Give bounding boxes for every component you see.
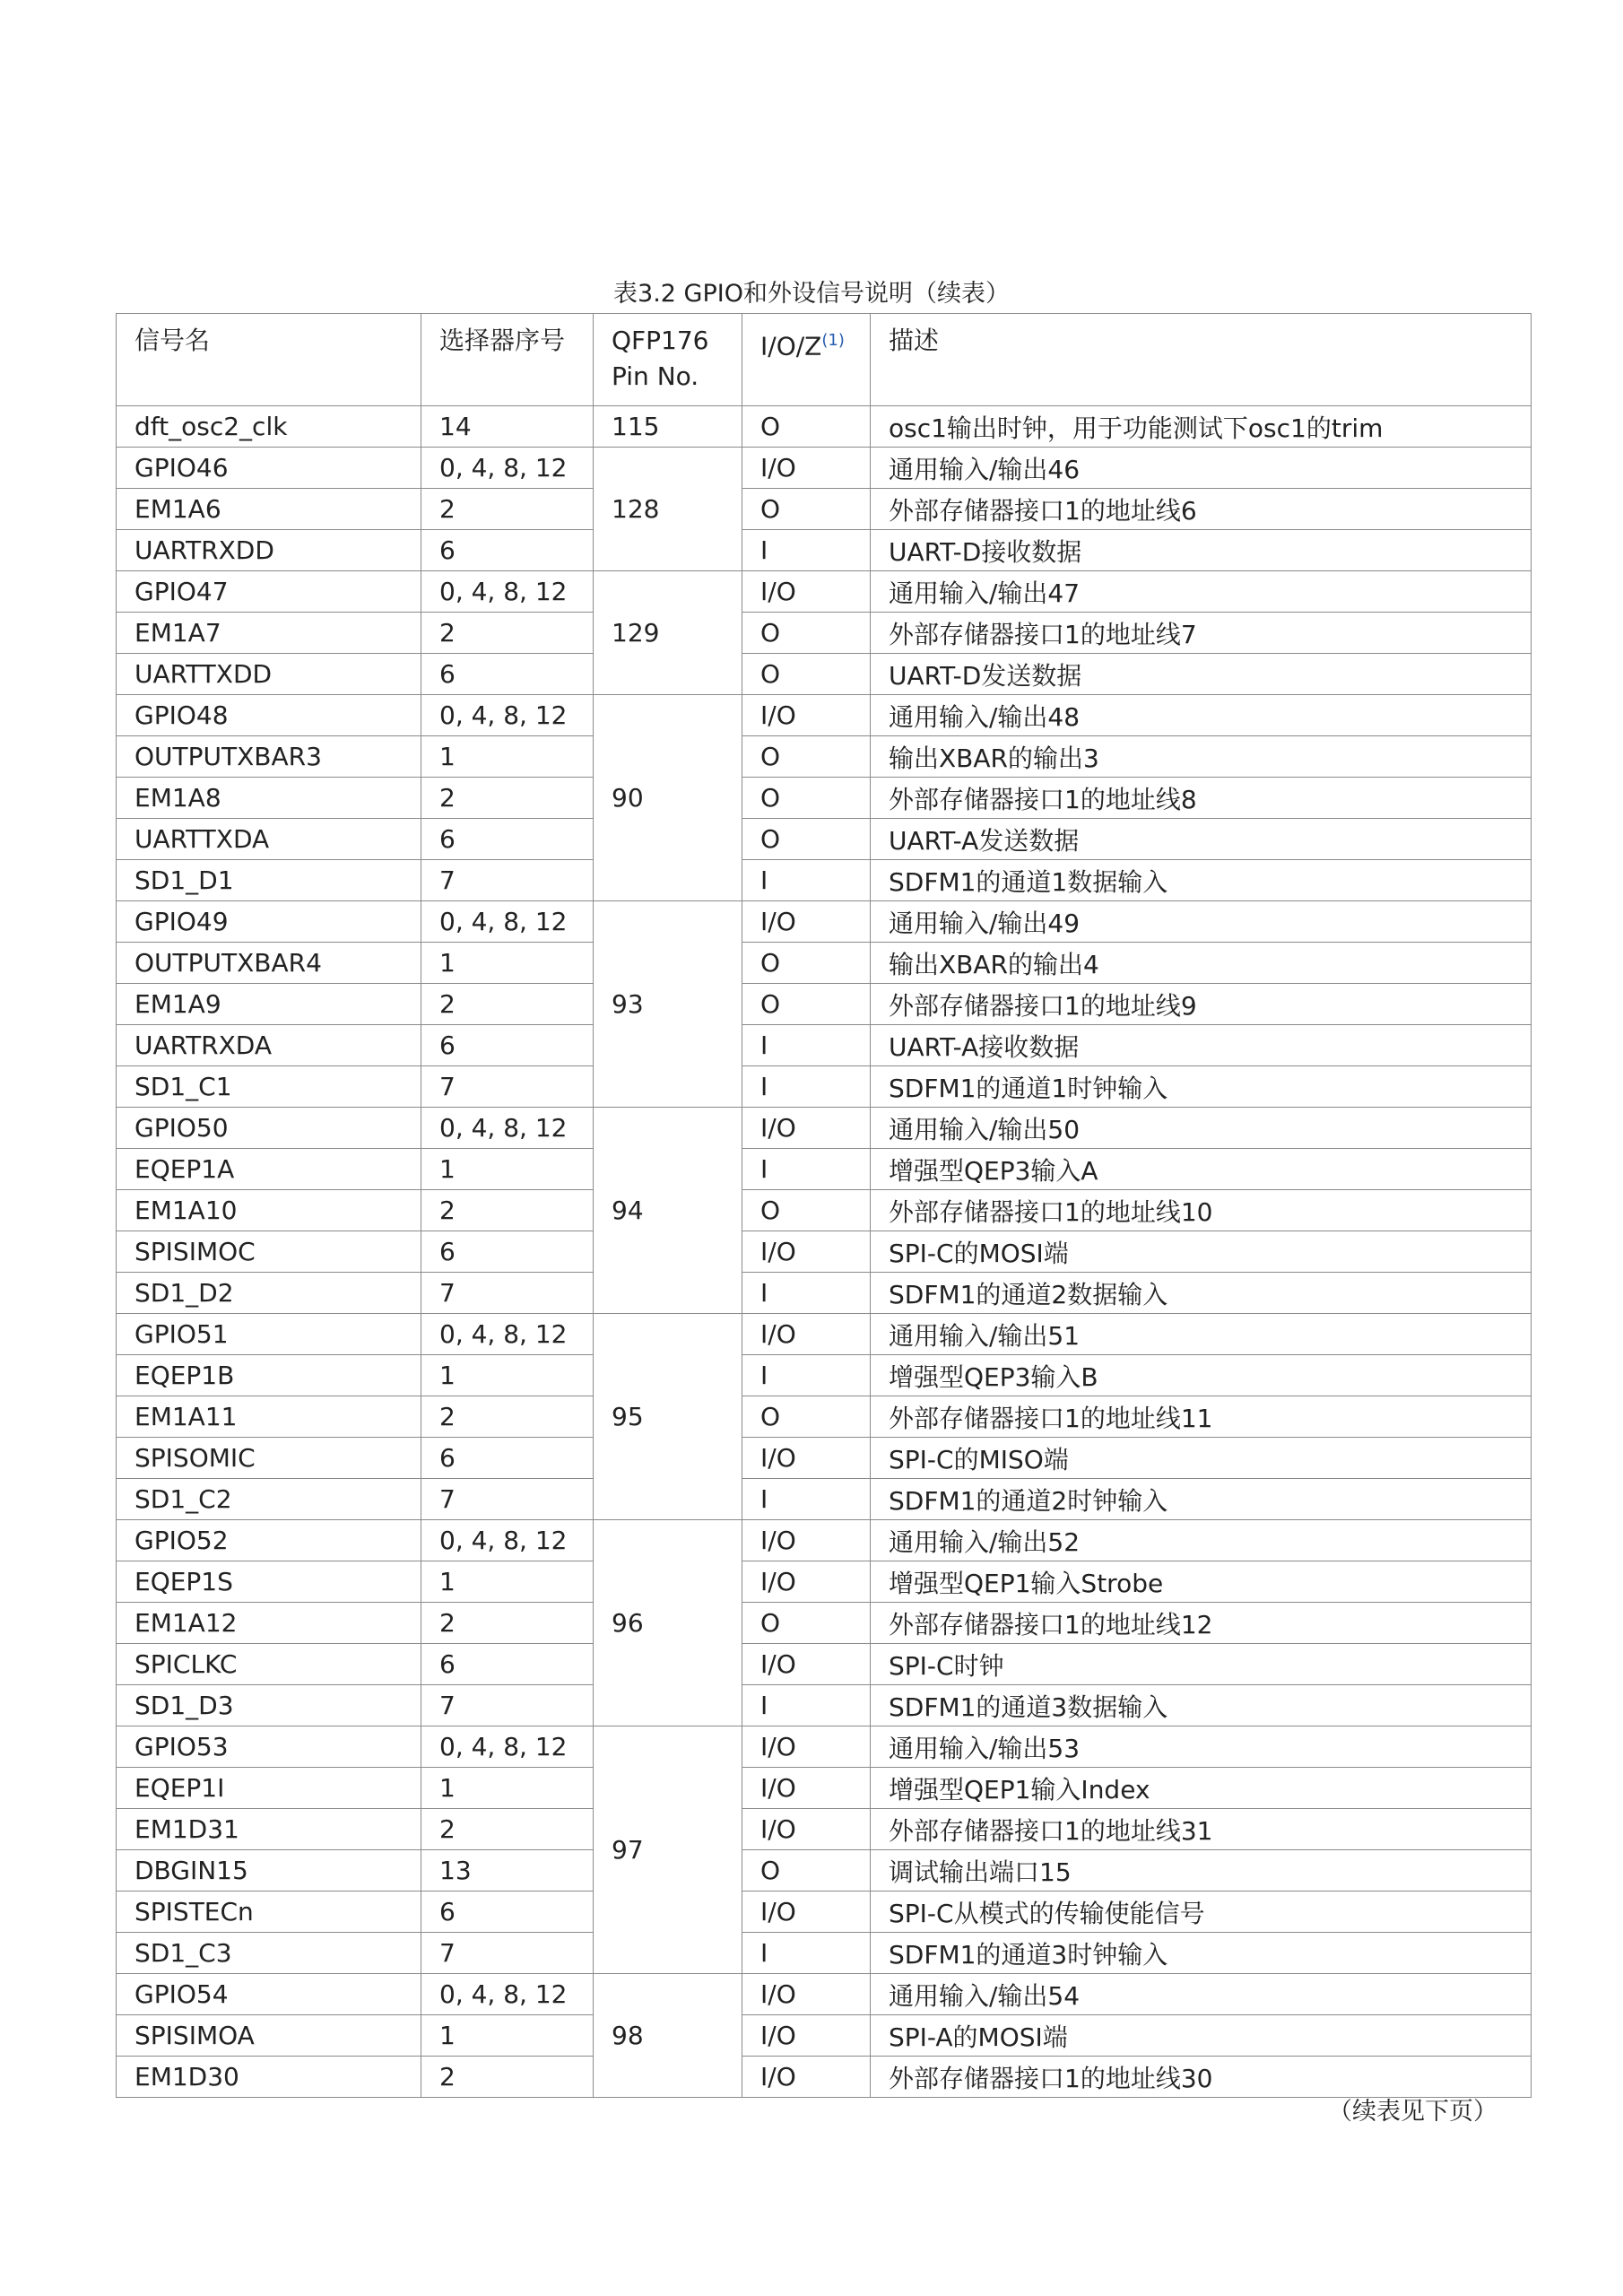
io-type-cell: I/O — [742, 1974, 871, 2015]
selector-cell: 7 — [421, 1273, 594, 1314]
io-type-cell: I/O — [742, 1726, 871, 1768]
signal-name-cell: UARTRXDD — [117, 530, 421, 571]
header-description: 描述 — [871, 314, 1532, 406]
pin-number-cell: 98 — [594, 1974, 742, 2098]
description-cell: 输出XBAR的输出4 — [871, 943, 1532, 984]
selector-cell: 2 — [421, 1809, 594, 1850]
io-type-cell: I — [742, 1149, 871, 1190]
table-row — [117, 1025, 1532, 1066]
io-type-cell: I/O — [742, 1809, 871, 1850]
continued-note: （续表见下页） — [1328, 2098, 1497, 2126]
io-type-cell: I/O — [742, 2015, 871, 2057]
signal-name-cell: EQEP1A — [117, 1149, 421, 1190]
table-row — [117, 1726, 1532, 1768]
signal-name-cell: dft_osc2_clk — [117, 406, 421, 448]
description-cell: 通用输入/输出52 — [871, 1520, 1532, 1561]
table-row — [117, 448, 1532, 489]
io-type-cell: I/O — [742, 2057, 871, 2098]
signal-name-cell: UARTTXDD — [117, 654, 421, 695]
table-row — [117, 1644, 1532, 1685]
description-cell: 增强型QEP3输入A — [871, 1149, 1532, 1190]
selector-cell: 1 — [421, 1561, 594, 1603]
signal-name-cell: EQEP1B — [117, 1355, 421, 1396]
table-row — [117, 901, 1532, 943]
signal-name-cell: EQEP1S — [117, 1561, 421, 1603]
selector-cell: 1 — [421, 1768, 594, 1809]
description-cell: 外部存储器接口1的地址线9 — [871, 984, 1532, 1025]
signal-name-cell: EM1A12 — [117, 1603, 421, 1644]
description-cell: SDFM1的通道2数据输入 — [871, 1273, 1532, 1314]
signal-name-cell: SPISTECn — [117, 1892, 421, 1933]
io-type-cell: I — [742, 1025, 871, 1066]
selector-cell: 2 — [421, 2057, 594, 2098]
io-type-cell: I/O — [742, 1561, 871, 1603]
table-caption: 表3.2 GPIO和外设信号说明（续表） — [613, 280, 1010, 308]
table-row — [117, 1396, 1532, 1438]
selector-cell: 1 — [421, 2015, 594, 2057]
description-cell: 外部存储器接口1的地址线8 — [871, 778, 1532, 819]
description-cell: 通用输入/输出47 — [871, 571, 1532, 613]
io-type-cell: I/O — [742, 695, 871, 736]
table-row — [117, 654, 1532, 695]
table-row — [117, 1273, 1532, 1314]
selector-cell: 2 — [421, 1190, 594, 1231]
selector-cell: 2 — [421, 1396, 594, 1438]
selector-cell: 2 — [421, 984, 594, 1025]
signal-name-cell: SD1_D1 — [117, 860, 421, 901]
description-cell: 通用输入/输出49 — [871, 901, 1532, 943]
io-type-cell: O — [742, 654, 871, 695]
selector-cell: 6 — [421, 654, 594, 695]
selector-cell: 6 — [421, 1892, 594, 1933]
description-cell: UART-A发送数据 — [871, 819, 1532, 860]
selector-cell: 0, 4, 8, 12 — [421, 571, 594, 613]
selector-cell: 2 — [421, 778, 594, 819]
selector-cell: 0, 4, 8, 12 — [421, 1108, 594, 1149]
io-type-cell: I/O — [742, 571, 871, 613]
table-header-row — [117, 314, 1532, 406]
table-row — [117, 984, 1532, 1025]
signal-name-cell: GPIO53 — [117, 1726, 421, 1768]
pin-number-cell: 96 — [594, 1520, 742, 1726]
selector-cell: 0, 4, 8, 12 — [421, 1314, 594, 1355]
io-type-cell: O — [742, 1850, 871, 1892]
description-cell: 外部存储器接口1的地址线31 — [871, 1809, 1532, 1850]
selector-cell: 7 — [421, 1685, 594, 1726]
io-type-cell: I/O — [742, 1231, 871, 1273]
signal-name-cell: EM1A8 — [117, 778, 421, 819]
table-row — [117, 530, 1532, 571]
signal-name-cell: SPISOMIC — [117, 1438, 421, 1479]
signal-name-cell: SPISIMOA — [117, 2015, 421, 2057]
selector-cell: 6 — [421, 1231, 594, 1273]
gpio-signal-table — [116, 313, 1532, 2098]
signal-name-cell: GPIO50 — [117, 1108, 421, 1149]
signal-name-cell: GPIO52 — [117, 1520, 421, 1561]
signal-name-cell: EM1A7 — [117, 613, 421, 654]
selector-cell: 0, 4, 8, 12 — [421, 1520, 594, 1561]
header-selector: 选择器序号 — [421, 314, 594, 406]
table-row — [117, 1850, 1532, 1892]
selector-cell: 7 — [421, 1479, 594, 1520]
selector-cell: 13 — [421, 1850, 594, 1892]
selector-cell: 0, 4, 8, 12 — [421, 1726, 594, 1768]
description-cell: SDFM1的通道1时钟输入 — [871, 1066, 1532, 1108]
io-type-cell: I/O — [742, 1644, 871, 1685]
selector-cell: 2 — [421, 1603, 594, 1644]
description-cell: UART-A接收数据 — [871, 1025, 1532, 1066]
description-cell: SDFM1的通道1数据输入 — [871, 860, 1532, 901]
io-type-cell: I/O — [742, 1768, 871, 1809]
table-row — [117, 943, 1532, 984]
io-type-cell: O — [742, 489, 871, 530]
signal-name-cell: DBGIN15 — [117, 1850, 421, 1892]
selector-cell: 7 — [421, 1066, 594, 1108]
pin-number-cell: 128 — [594, 448, 742, 571]
signal-name-cell: EM1D31 — [117, 1809, 421, 1850]
selector-cell: 7 — [421, 1933, 594, 1974]
selector-cell: 0, 4, 8, 12 — [421, 901, 594, 943]
selector-cell: 0, 4, 8, 12 — [421, 1974, 594, 2015]
description-cell: 通用输入/输出51 — [871, 1314, 1532, 1355]
description-cell: SPI-C时钟 — [871, 1644, 1532, 1685]
signal-name-cell: GPIO49 — [117, 901, 421, 943]
io-type-cell: I — [742, 1273, 871, 1314]
signal-name-cell: EM1D30 — [117, 2057, 421, 2098]
table-row — [117, 819, 1532, 860]
io-type-cell: I — [742, 1066, 871, 1108]
table-row — [117, 1561, 1532, 1603]
description-cell: 增强型QEP1输入Index — [871, 1768, 1532, 1809]
selector-cell: 1 — [421, 736, 594, 778]
io-type-cell: I — [742, 530, 871, 571]
io-type-cell: O — [742, 613, 871, 654]
table-row — [117, 1974, 1532, 2015]
table-row — [117, 1520, 1532, 1561]
description-cell: SDFM1的通道2时钟输入 — [871, 1479, 1532, 1520]
table-row — [117, 1108, 1532, 1149]
io-type-cell: I — [742, 1479, 871, 1520]
io-type-cell: I/O — [742, 1520, 871, 1561]
signal-name-cell: OUTPUTXBAR4 — [117, 943, 421, 984]
selector-cell: 7 — [421, 860, 594, 901]
header-signal: 信号名 — [117, 314, 421, 406]
signal-name-cell: SD1_D3 — [117, 1685, 421, 1726]
description-cell: 外部存储器接口1的地址线11 — [871, 1396, 1532, 1438]
signal-name-cell: EM1A11 — [117, 1396, 421, 1438]
description-cell: UART-D接收数据 — [871, 530, 1532, 571]
selector-cell: 6 — [421, 819, 594, 860]
selector-cell: 2 — [421, 489, 594, 530]
table-row — [117, 1809, 1532, 1850]
table-row — [117, 489, 1532, 530]
description-cell: SDFM1的通道3数据输入 — [871, 1685, 1532, 1726]
description-cell: 通用输入/输出54 — [871, 1974, 1532, 2015]
table-row — [117, 778, 1532, 819]
signal-name-cell: EQEP1I — [117, 1768, 421, 1809]
description-cell: UART-D发送数据 — [871, 654, 1532, 695]
selector-cell: 6 — [421, 1025, 594, 1066]
signal-name-cell: GPIO47 — [117, 571, 421, 613]
selector-cell: 1 — [421, 943, 594, 984]
io-type-cell: O — [742, 819, 871, 860]
description-cell: osc1输出时钟，用于功能测试下osc1的trim — [871, 406, 1532, 448]
table-row — [117, 1066, 1532, 1108]
table-row — [117, 1933, 1532, 1974]
signal-name-cell: GPIO54 — [117, 1974, 421, 2015]
io-type-cell: I/O — [742, 1892, 871, 1933]
table-row — [117, 1149, 1532, 1190]
signal-name-cell: EM1A9 — [117, 984, 421, 1025]
description-cell: 增强型QEP1输入Strobe — [871, 1561, 1532, 1603]
description-cell: SDFM1的通道3时钟输入 — [871, 1933, 1532, 1974]
table-row — [117, 406, 1532, 448]
description-cell: 增强型QEP3输入B — [871, 1355, 1532, 1396]
io-type-cell: I — [742, 860, 871, 901]
description-cell: 通用输入/输出50 — [871, 1108, 1532, 1149]
signal-name-cell: GPIO48 — [117, 695, 421, 736]
signal-name-cell: SD1_C3 — [117, 1933, 421, 1974]
io-type-cell: I — [742, 1933, 871, 1974]
table-row — [117, 1603, 1532, 1644]
selector-cell: 1 — [421, 1149, 594, 1190]
selector-cell: 0, 4, 8, 12 — [421, 695, 594, 736]
io-type-cell: I/O — [742, 1108, 871, 1149]
description-cell: SPI-C从模式的传输使能信号 — [871, 1892, 1532, 1933]
table-row — [117, 1190, 1532, 1231]
pin-number-cell: 97 — [594, 1726, 742, 1974]
signal-name-cell: OUTPUTXBAR3 — [117, 736, 421, 778]
table-row — [117, 2015, 1532, 2057]
table-row — [117, 1314, 1532, 1355]
table-row — [117, 1479, 1532, 1520]
signal-name-cell: GPIO46 — [117, 448, 421, 489]
io-type-cell: O — [742, 778, 871, 819]
description-cell: 调试输出端口15 — [871, 1850, 1532, 1892]
table-row — [117, 1768, 1532, 1809]
description-cell: SPI-C的MISO端 — [871, 1438, 1532, 1479]
selector-cell: 6 — [421, 1644, 594, 1685]
description-cell: 外部存储器接口1的地址线12 — [871, 1603, 1532, 1644]
signal-name-cell: SD1_D2 — [117, 1273, 421, 1314]
io-type-cell: I/O — [742, 901, 871, 943]
signal-name-cell: EM1A6 — [117, 489, 421, 530]
selector-cell: 2 — [421, 613, 594, 654]
signal-name-cell: UARTRXDA — [117, 1025, 421, 1066]
pin-number-cell: 90 — [594, 695, 742, 901]
selector-cell: 6 — [421, 1438, 594, 1479]
table-row — [117, 1231, 1532, 1273]
io-type-cell: I/O — [742, 1438, 871, 1479]
selector-cell: 1 — [421, 1355, 594, 1396]
table-row — [117, 2057, 1532, 2098]
signal-name-cell: SPICLKC — [117, 1644, 421, 1685]
io-type-cell: I/O — [742, 448, 871, 489]
table-row — [117, 1355, 1532, 1396]
pin-number-cell: 93 — [594, 901, 742, 1108]
description-cell: 外部存储器接口1的地址线6 — [871, 489, 1532, 530]
pin-number-cell: 129 — [594, 571, 742, 695]
header-io: I/O/Z$^{(1)}$ — [742, 314, 871, 406]
signal-name-cell: SD1_C2 — [117, 1479, 421, 1520]
description-cell: 外部存储器接口1的地址线30 — [871, 2057, 1532, 2098]
io-type-cell: I/O — [742, 1314, 871, 1355]
signal-name-cell: SPISIMOC — [117, 1231, 421, 1273]
header-pin: QFP176 Pin No. — [594, 314, 742, 406]
signal-name-cell: UARTTXDA — [117, 819, 421, 860]
io-type-cell: O — [742, 984, 871, 1025]
signal-name-cell: SD1_C1 — [117, 1066, 421, 1108]
description-cell: 通用输入/输出53 — [871, 1726, 1532, 1768]
table-row — [117, 736, 1532, 778]
table-row — [117, 695, 1532, 736]
description-cell: 通用输入/输出46 — [871, 448, 1532, 489]
selector-cell: 14 — [421, 406, 594, 448]
io-type-cell: I — [742, 1355, 871, 1396]
pin-number-cell: 115 — [594, 406, 742, 448]
description-cell: 输出XBAR的输出3 — [871, 736, 1532, 778]
table-row — [117, 571, 1532, 613]
description-cell: 外部存储器接口1的地址线7 — [871, 613, 1532, 654]
io-type-cell: O — [742, 1190, 871, 1231]
selector-cell: 6 — [421, 530, 594, 571]
table-row — [117, 1438, 1532, 1479]
signal-name-cell: EM1A10 — [117, 1190, 421, 1231]
table-row — [117, 613, 1532, 654]
description-cell: 外部存储器接口1的地址线10 — [871, 1190, 1532, 1231]
io-type-cell: O — [742, 406, 871, 448]
signal-name-cell: GPIO51 — [117, 1314, 421, 1355]
pin-number-cell: 95 — [594, 1314, 742, 1520]
io-type-cell: O — [742, 1396, 871, 1438]
io-type-cell: I — [742, 1685, 871, 1726]
description-cell: SPI-C的MOSI端 — [871, 1231, 1532, 1273]
table-row — [117, 860, 1532, 901]
selector-cell: 0, 4, 8, 12 — [421, 448, 594, 489]
description-cell: 通用输入/输出48 — [871, 695, 1532, 736]
io-type-cell: O — [742, 1603, 871, 1644]
io-type-cell: O — [742, 943, 871, 984]
io-type-cell: O — [742, 736, 871, 778]
pin-number-cell: 94 — [594, 1108, 742, 1314]
description-cell: SPI-A的MOSI端 — [871, 2015, 1532, 2057]
footnote-ref-link[interactable]: (1) — [821, 331, 845, 350]
table-row — [117, 1685, 1532, 1726]
table-row — [117, 1892, 1532, 1933]
